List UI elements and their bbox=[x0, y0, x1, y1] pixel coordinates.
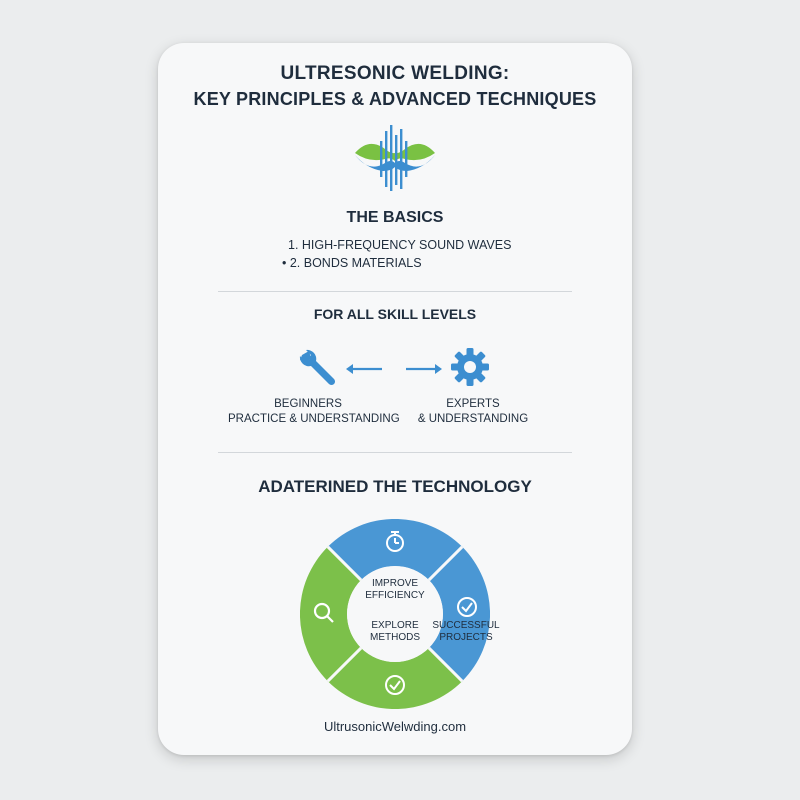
title-line-2: KEY PRINCIPLES & ADVANCED TECHNIQUES bbox=[193, 89, 597, 109]
bidirectional-arrows-icon bbox=[344, 359, 444, 379]
successful-projects-label bbox=[426, 620, 506, 644]
title-line-1: ULTRESONIC WELDING: bbox=[280, 63, 510, 84]
skill-levels-heading: FOR ALL SKILL LEVELS bbox=[313, 306, 477, 322]
basics-item-2: • 2. BONDS MATERIALS bbox=[282, 256, 422, 270]
beginners-description: PRACTICE & UNDERSTANDING bbox=[228, 413, 400, 425]
explore-methods-label bbox=[355, 620, 435, 644]
process-ring bbox=[300, 519, 490, 709]
experts-description: & UNDERSTANDING bbox=[417, 413, 529, 425]
beginners-label: BEGINNERS bbox=[274, 398, 342, 410]
gear-icon bbox=[450, 347, 490, 387]
section-divider bbox=[218, 291, 572, 292]
improve-label-line: IMPROVE bbox=[371, 578, 419, 589]
infographic-card bbox=[158, 43, 632, 755]
footer-url: UltrusonicWelwding.com bbox=[323, 719, 467, 734]
methods-label-line: METHODS bbox=[370, 632, 420, 643]
sound-wave-weld-logo-icon bbox=[351, 123, 439, 195]
section-divider bbox=[218, 452, 572, 453]
basics-item-1: 1. HIGH-FREQUENCY SOUND WAVES bbox=[288, 238, 512, 252]
efficiency-label-line: EFFICIENCY bbox=[365, 590, 425, 601]
experts-label: EXPERTS bbox=[446, 398, 500, 410]
explore-label-line: EXPLORE bbox=[371, 620, 419, 631]
successful-label-line: SUCCESSFUL bbox=[432, 620, 500, 631]
wrench-icon bbox=[296, 347, 338, 389]
improve-efficiency-label bbox=[355, 578, 435, 602]
projects-label-line: PROJECTS bbox=[439, 632, 493, 643]
technology-heading: ADATERINED THE TECHNOLOGY bbox=[258, 477, 532, 496]
basics-heading: THE BASICS bbox=[346, 209, 444, 226]
